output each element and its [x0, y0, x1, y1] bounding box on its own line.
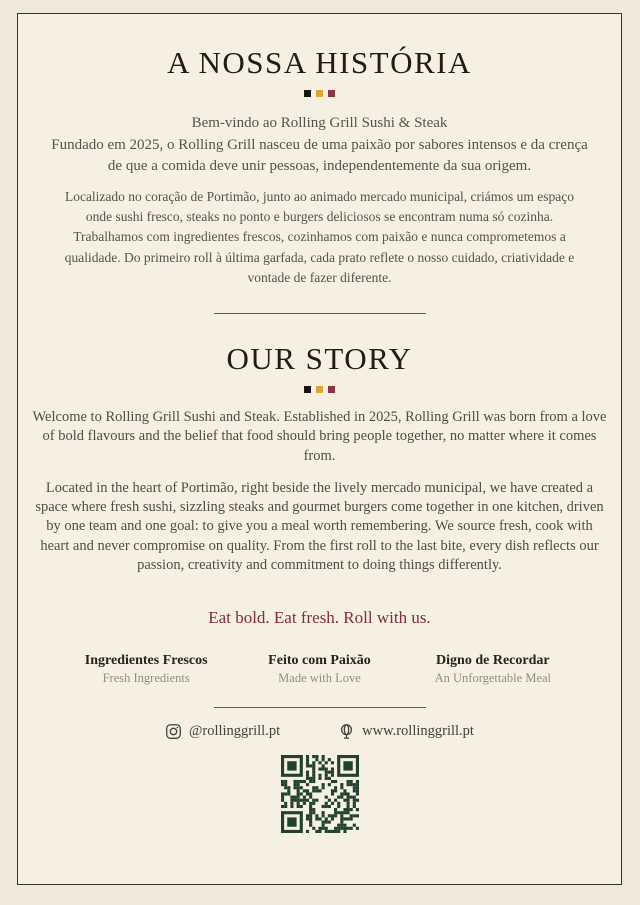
portuguese-intro-paragraph	[47, 113, 592, 178]
page-title-english: OUR STORY	[226, 341, 413, 377]
english-intro-paragraph: Welcome to Rolling Grill Sushi and Steak. Established in 2025, Rolling Grill was born from a love of bold flavours and the belief that food should bring people together, no matter where it comes from.	[32, 409, 607, 464]
english-body-paragraph: Located in the heart of Portimão, right beside the lively mercado municipal, we have created a space where fresh sushi, sizzling steaks and gourmet burgers come together in one kitchen, driven by one team and one goal: to give you a meal worth remembering. We source fresh, cook with heart and never compromise on quality. From the first roll to the last bite, every dish reflects our passion, creativity and commitment to doing things differently.	[35, 479, 604, 573]
instagram-icon	[165, 723, 182, 740]
qr-code	[281, 755, 359, 833]
feature-subtitle: Fresh Ingredients	[102, 671, 190, 686]
accent-square-gold	[316, 90, 323, 97]
accent-square-black	[304, 90, 311, 97]
feature-subtitle: An Unforgettable Meal	[434, 671, 552, 686]
welcome-line: Bem-vindo ao Rolling Grill Sushi & Steak	[191, 115, 448, 131]
tagline: Eat bold. Eat fresh. Roll with us.	[208, 608, 431, 628]
instagram-handle: @rollinggrill.pt	[189, 723, 281, 740]
accent-squares-divider	[18, 386, 621, 393]
feature-title: Digno de Recordar	[436, 653, 550, 669]
portuguese-body-paragraph: Localizado no coração de Portimão, junto ao animado mercado municipal, criámos um espaço onde sushi fresco, steaks no ponto e burgers deliciosos se encontram numa só cozinha. Trabalhamos com ingredientes frescos, cozinhamos com paixão e nunca comprometemos a qualidade. Do primeiro roll à última garfada, cada prato reflete o nosso cuidado, criatividade e vontade de fazer diferente.	[64, 188, 575, 285]
accent-square-maroon	[328, 90, 335, 97]
accent-squares-divider	[18, 90, 621, 97]
feature-fresh-ingredients	[60, 653, 233, 686]
feature-columns	[60, 653, 580, 686]
website-url: www.rollinggrill.pt	[362, 723, 474, 740]
accent-square-maroon	[328, 386, 335, 393]
accent-square-gold	[316, 386, 323, 393]
founding-line: Fundado em 2025, o Rolling Grill nasceu de uma paixão por sabores intensos e da crença de que a comida deve unir pessoas, independentemente da sua origem.	[51, 136, 588, 175]
website-contact	[338, 723, 474, 740]
feature-unforgettable-meal	[406, 653, 579, 686]
story-card	[17, 13, 622, 885]
section-divider	[214, 313, 426, 314]
contact-row	[18, 723, 621, 740]
globe-icon	[338, 723, 355, 740]
instagram-contact	[165, 723, 280, 740]
feature-title: Feito com Paixão	[268, 653, 371, 669]
page-title-portuguese: A NOSSA HISTÓRIA	[167, 45, 472, 80]
accent-square-black	[304, 386, 311, 393]
feature-title: Ingredientes Frescos	[84, 653, 208, 669]
feature-made-with-love	[233, 653, 406, 686]
section-divider	[214, 707, 426, 708]
feature-subtitle: Made with Love	[278, 671, 361, 686]
